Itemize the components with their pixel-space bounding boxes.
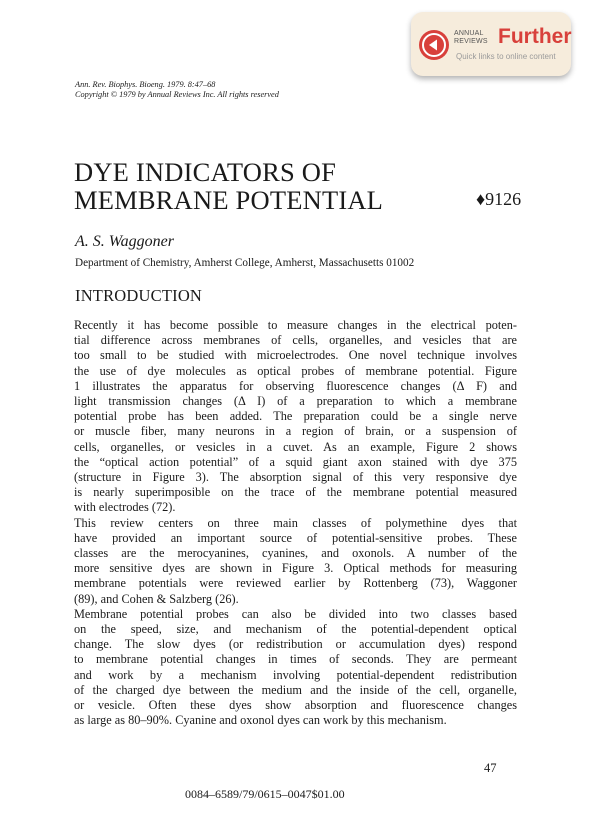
body-line: Recently it has become possible to measure changes in the electrical poten- — [74, 318, 517, 332]
article-code: ♦9126 — [476, 189, 522, 209]
annual-label: ANNUAL — [454, 30, 484, 37]
body-line: or muscle fiber, many neurons in a region of brain, or a suspension of — [74, 424, 517, 439]
body-line: more sensitive dyes are shown in Figure 3. Optical methods for measuring — [74, 561, 517, 576]
section-heading: INTRODUCTION — [75, 286, 203, 305]
body-line: (structure in Figure 3). The absorption signal of this very responsive dye — [74, 470, 517, 484]
annual-reviews-label — [454, 30, 488, 46]
body-line: membrane potentials were reviewed earlier by Rottenberg (73), Waggoner — [74, 576, 517, 591]
article-title — [74, 158, 434, 214]
body-line: or vesicle. Often these dyes show absorption and fluorescence changes — [74, 698, 517, 712]
body-line: have provided an important source of potential-sensitive probes. These — [74, 530, 517, 545]
body-line: This review centers on three main classes of polymethine dyes that — [74, 515, 517, 530]
body-line: and work by a mechanism involving potential-dependent redistribution — [74, 667, 517, 682]
annual-reviews-further-banner[interactable] — [411, 12, 571, 76]
title-line-2: MEMBRANE POTENTIAL — [74, 185, 384, 215]
body-line: the use of dye molecules as optical probes of membrane potential. Figure — [74, 363, 517, 378]
title-line-1: DYE INDICATORS OF — [74, 157, 337, 187]
body-line: potential probe has been added. The preparation could be a single nerve — [74, 409, 517, 424]
body-line: too small to be studied with microelectrodes. One novel technique involves — [74, 348, 517, 363]
body-line: (89), and Cohen & Salzberg (26). — [74, 591, 239, 606]
body-line: tial difference across membranes of cells, organelles, and vesicles that are — [74, 333, 517, 348]
author-name: A. S. Waggoner — [75, 233, 174, 250]
body-line: as large as 80–90%. Cyanine and oxonol dyes can work by this mechanism. — [74, 713, 447, 728]
citation-line-1: Ann. Rev. Biophys. Bioeng. 1979. 8:47–68 — [75, 80, 216, 89]
body-line: is nearly superimposible on the trace of the membrane potential measured — [74, 485, 517, 500]
quick-links-label: Quick links to online content — [456, 52, 556, 61]
page-number: 47 — [484, 761, 497, 775]
reviews-label: REVIEWS — [454, 38, 488, 45]
body-line: 1 illustrates the apparatus for observing fluorescence changes (Δ F) and — [74, 378, 517, 393]
body-line: Membrane potential probes can also be divided into two classes based — [74, 606, 517, 621]
body-line: light transmission changes (Δ I) of a preparation to which a membrane — [74, 394, 517, 408]
further-label: Further — [498, 25, 572, 48]
arrow-left-icon — [419, 30, 449, 60]
body-line: classes are the merocyanines, cyanines, and oxonols. A number of the — [74, 546, 517, 560]
body-line: of the charged dye between the medium and the inside of the cell, organelle, — [74, 682, 517, 697]
body-line: the “optical action potential” of a squid giant axon stained with dye 375 — [74, 454, 517, 469]
body-line: change. The slow dyes (or redistribution or accumulation dyes) respond — [74, 637, 517, 652]
body-line: on the speed, size, and mechanism of the potential-dependent optical — [74, 622, 517, 636]
author-affiliation: Department of Chemistry, Amherst College, Amherst, Massachusetts 01002 — [75, 257, 415, 269]
body-line: with electrodes (72). — [74, 500, 176, 515]
body-line: cells, organelles, or vesicles in a cuvet. As an example, Figure 2 shows — [74, 439, 517, 454]
body-line: to membrane potential changes in times of seconds. They are permeant — [74, 652, 517, 667]
journal-citation — [75, 80, 279, 100]
footer-code: 0084–6589/79/0615–0047$01.00 — [185, 787, 345, 801]
citation-line-2: Copyright © 1979 by Annual Reviews Inc. All rights reserved — [75, 90, 279, 99]
